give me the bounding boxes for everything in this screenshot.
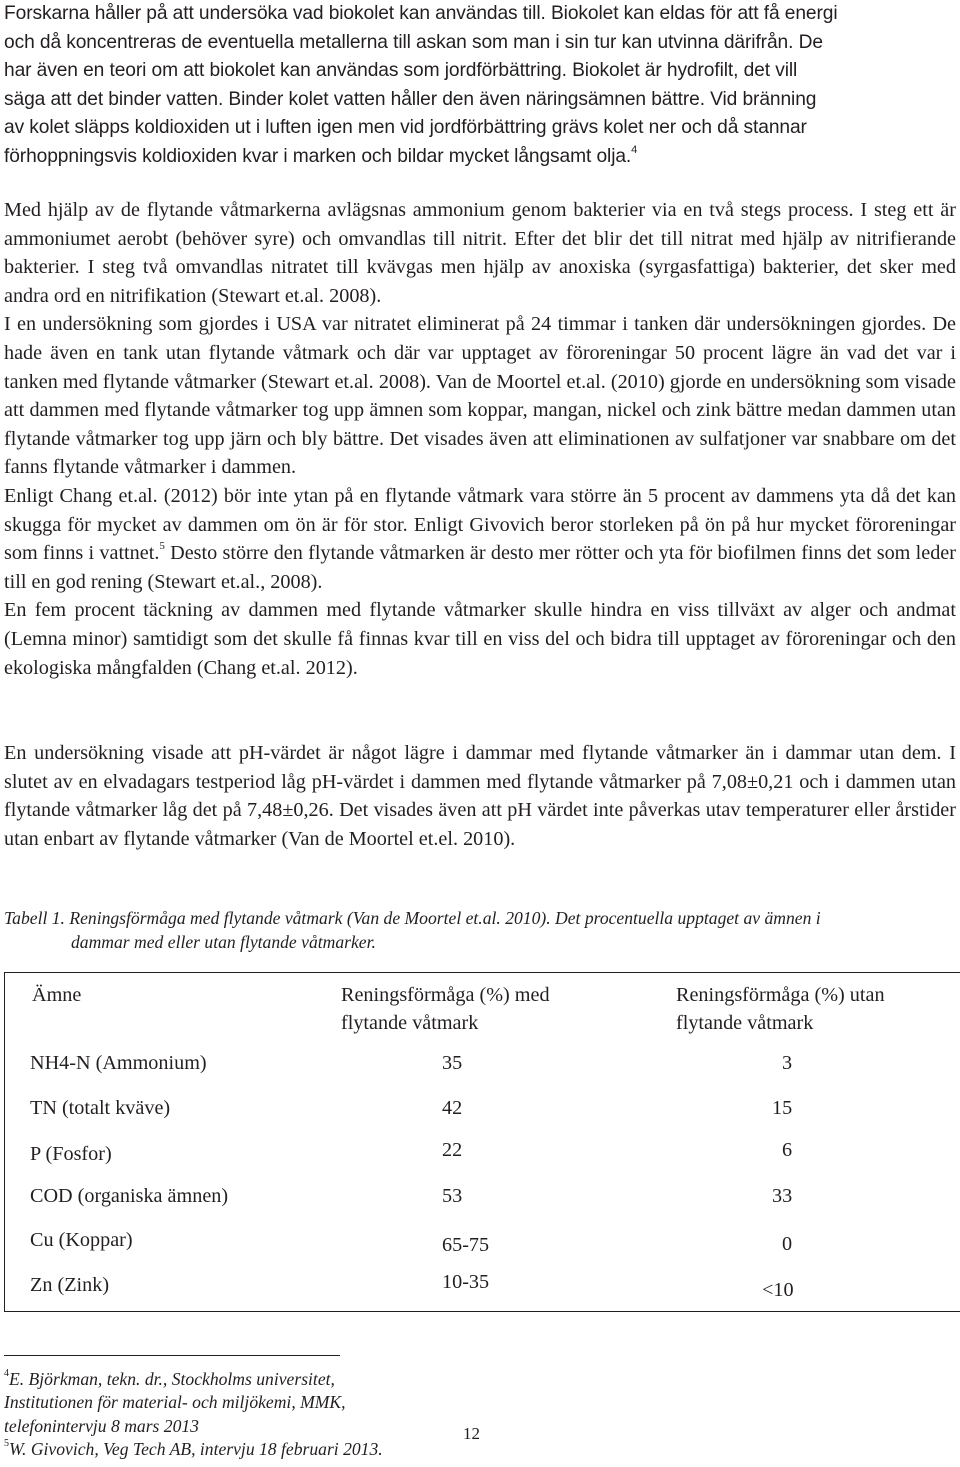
table-row-1-substance: NH4-N (Ammonium) (30, 1052, 207, 1074)
paragraph-algae: En fem procent täckning av dammen med flytande våtmarker skulle hindra en viss tillväxt av alger och andmat (Lemna minor) samtidigt som det skulle få finnas kvar till en viss del och bidra till upptaget av föroreningar och den ekologiska mångfalden (Chang et.al. 2012). (4, 599, 956, 679)
intro-line-5: av kolet släpps koldioxiden ut i luften igen men vid jordförbättring grävs kolet ner och då stannar (4, 117, 807, 139)
footnotes (4, 1368, 484, 1462)
table-caption (4, 906, 956, 954)
table-row-6-without: <10 (762, 1279, 794, 1301)
table-row-3-with: 22 (442, 1139, 463, 1161)
body-text (4, 196, 956, 682)
table-row-1-with: 35 (442, 1052, 463, 1074)
table-caption-line-1: Tabell 1. Reningsförmåga med flytande våtmark (Van de Moortel et.al. 2010). Det procentuella upptaget av ämnen i (4, 908, 821, 928)
header-without-line-2: flytande våtmark (676, 1012, 814, 1034)
table-row-5-substance: Cu (Koppar) (30, 1229, 133, 1251)
footnote-4-line-3: telefonintervju 8 mars 2013 (4, 1415, 199, 1436)
table-row-2-substance: TN (totalt kväve) (30, 1097, 171, 1119)
footnote-4-line-2: Institutionen för material- och miljökemi, MMK, (4, 1392, 346, 1413)
paragraph-coverage (4, 482, 956, 596)
table-caption-line-2: dammar med eller utan flytande våtmarker. (71, 932, 376, 952)
intro-line-6-text: förhoppningsvis koldioxiden kvar i marken och bildar mycket långsamt olja. (4, 145, 632, 167)
page-number: 12 (463, 1424, 480, 1443)
body-text-ph (4, 739, 956, 853)
table-row-6-substance: Zn (Zink) (30, 1274, 110, 1296)
paragraph-nitrification: Med hjälp av de flytande våtmarkerna avlägsnas ammonium genom bakterier via en två stegs process. I steg ett är ammoniumet aerobt (behöver syre) och omvandlas till nitrit. Efter det blir det till nitrat med hjälp av nitrifierande bakterier. I steg två omvandlas nitratet till kvävgas men hjälp av anoxiska (syrgasfattiga) bakterier, det sker med andra ord en nitrifikation (Stewart et.al. 2008). (4, 199, 956, 307)
header-without-line-1: Reningsförmåga (%) utan (676, 984, 885, 1006)
footnote-5-mark: 5 (4, 1438, 9, 1450)
table-row-2-without: 15 (772, 1097, 793, 1119)
table-row-5-without: 0 (782, 1233, 793, 1255)
intro-paragraph (4, 0, 956, 172)
table-row-5-with: 65-75 (442, 1234, 490, 1256)
header-with-line-1: Reningsförmåga (%) med (341, 984, 550, 1006)
paragraph-coverage-text-b: Desto större den flytande våtmarken är desto mer rötter och yta för biofilmen finns det som leder till en god rening (Stewart et.al., 2008). (4, 542, 956, 593)
footnote-4-mark: 4 (4, 1368, 9, 1380)
intro-line-6 (4, 143, 956, 172)
footnote-ref-4: 4 (631, 143, 638, 156)
table-row-4-substance: COD (organiska ämnen) (30, 1185, 229, 1207)
footnote-4-line-1: E. Björkman, tekn. dr., Stockholms universitet, (9, 1369, 335, 1389)
header-with-wetland (341, 981, 550, 1037)
table-row-6-with: 10-35 (442, 1271, 490, 1293)
table-row-3-substance: P (Fosfor) (30, 1143, 112, 1165)
footnote-5-line-1: W. Givovich, Veg Tech AB, intervju 18 februari 2013. (9, 1439, 383, 1460)
footnote-4 (4, 1368, 484, 1391)
footnote-5 (4, 1438, 484, 1461)
footnote-ref-5: 5 (159, 540, 165, 553)
footnote-divider (4, 1355, 340, 1356)
intro-line-4: säga att det binder vatten. Binder kolet vatten håller den även näringsämnen bättre. Vid bränning (4, 88, 817, 110)
paragraph-coverage-text-a: Enligt Chang et.al. (2012) bör inte ytan på en flytande våtmark vara större än 5 procent av dammens yta då det kan skugga för mycket av dammen om ön är för stor. Enligt Givovich beror storleken på ön på hur mycket föroreningar som finns i vattnet. (4, 484, 956, 565)
intro-line-3: har även en teori om att biokolet kan användas som jordförbättring. Biokolet är hydrofilt, det vill (4, 60, 798, 82)
paragraph-usa-study: I en undersökning som gjordes i USA var nitratet eliminerat på 24 timmar i tanken där undersökningen gjordes. De hade även en tank utan flytande våtmark och där var upptaget av föroreningar 50 procent lägre än vad det var i tanken med flytande våtmarker (Stewart et.al. 2008). Van de Moortel et.al. (2010) gjorde en undersökning som visade att dammen med flytande våtmarker tog upp ämnen som koppar, mangan, nickel och zink bättre medan dammen utan flytande våtmarker tog upp järn och bly bättre. Det visades även att eliminationen av sulfatjoner var snabbare om det fanns flytande våtmarker i dammen. (4, 313, 956, 479)
table-row-2-with: 42 (442, 1097, 463, 1119)
table-row-4-without: 33 (772, 1185, 793, 1207)
header-with-line-2: flytande våtmark (341, 1012, 479, 1034)
table-row-3-without: 6 (782, 1139, 793, 1161)
header-substance: Ämne (32, 984, 82, 1006)
paragraph-ph: En undersökning visade att pH-värdet är något lägre i dammar med flytande våtmarker än i dammar utan dem. I slutet av en elvadagars testperiod låg pH-värdet i dammen med flytande våtmarker på 7,08±0,21 och i dammen utan flytande våtmarker låg det på 7,48±0,26. Det visades även att pH värdet inte påverkas utav temperaturer eller årstider utan enbart av flytande våtmarker (Van de Moortel et.el. 2010). (4, 742, 956, 850)
intro-line-1: Forskarna håller på att undersöka vad biokolet kan användas till. Biokolet kan eldas för att få energi (4, 3, 838, 24)
intro-line-2: och då koncentreras de eventuella metallerna till askan som man i sin tur kan utvinna därifrån. De (4, 31, 823, 53)
header-without-wetland (676, 981, 885, 1037)
table-row-4-with: 53 (442, 1185, 463, 1207)
table-row-1-without: 3 (782, 1052, 793, 1074)
